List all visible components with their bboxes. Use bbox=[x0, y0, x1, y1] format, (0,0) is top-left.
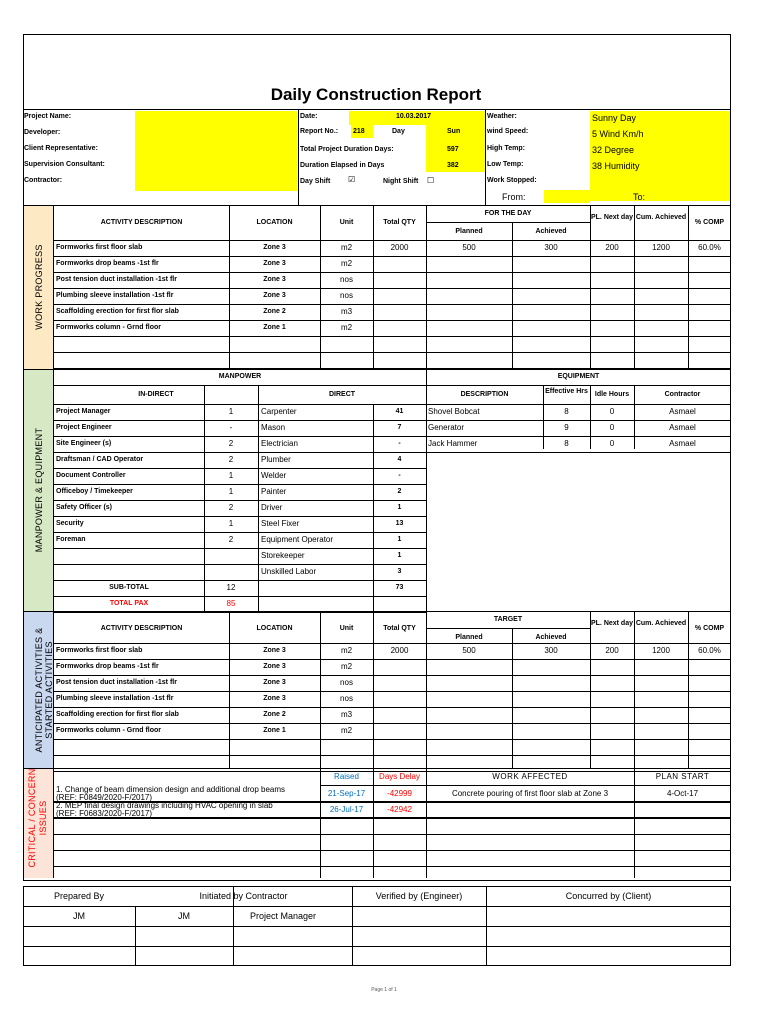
date-value: 10.03.2017 bbox=[396, 113, 432, 120]
indirect-role: Security bbox=[56, 520, 84, 527]
date-label: Date: bbox=[300, 113, 318, 120]
indirect-role: Site Engineer (s) bbox=[56, 440, 112, 447]
header-pl-next-day: PL. Next day bbox=[590, 620, 633, 627]
direct-role: Plumber bbox=[261, 455, 291, 464]
client-rep-label: Client Representative: bbox=[24, 145, 98, 152]
indirect-role: Project Manager bbox=[56, 408, 111, 415]
indirect-header: IN-DIRECT bbox=[138, 391, 174, 398]
activity-next-day: 200 bbox=[605, 243, 619, 252]
header-total-qty: Total QTY bbox=[383, 219, 416, 226]
header-activity: ACTIVITY DESCRIPTION bbox=[100, 625, 183, 632]
activity-planned: 500 bbox=[462, 646, 476, 655]
work-stopped-label: Work Stopped: bbox=[487, 177, 537, 184]
direct-count: 1 bbox=[397, 536, 402, 543]
elapsed-duration-label: Duration Elapsed in Days bbox=[300, 162, 385, 169]
direct-role: Unskilled Labor bbox=[261, 567, 317, 576]
total-duration-label: Total Project Duration Days: bbox=[300, 146, 394, 153]
activity-next-day: 200 bbox=[605, 646, 619, 655]
activity-unit: m2 bbox=[340, 243, 353, 252]
header-unit: Unit bbox=[339, 625, 354, 632]
prepared-by-label: Prepared By bbox=[53, 891, 105, 901]
issue-reference: (REF: F0849/2020-F/2017) bbox=[56, 793, 153, 802]
activity-unit: nos bbox=[340, 694, 353, 703]
activity-location: Zone 2 bbox=[263, 308, 286, 315]
equipment-description: Generator bbox=[428, 423, 465, 432]
subtotal-label: SUB-TOTAL bbox=[109, 584, 149, 591]
initiated-by-label: Initiated by Contractor bbox=[199, 891, 288, 901]
header-group: TARGET bbox=[493, 616, 523, 623]
raised-header: Raised bbox=[334, 772, 359, 781]
low-temp-value: 38 Humidity bbox=[592, 161, 640, 171]
direct-count: 41 bbox=[395, 408, 404, 415]
total-duration-value: 597 bbox=[447, 146, 459, 153]
work-affected-header: WORK AFFECTED bbox=[492, 772, 568, 781]
activity-description: Formworks column - Grnd floor bbox=[56, 727, 162, 734]
initiated-by-role: Project Manager bbox=[250, 911, 317, 921]
day-shift-checkbox[interactable]: ☑ bbox=[348, 175, 356, 184]
direct-count: 13 bbox=[395, 520, 404, 527]
activity-description: Plumbing sleeve installation -1st flr bbox=[56, 292, 174, 299]
from-label: From: bbox=[502, 192, 526, 202]
activity-pct-comp: 60.0% bbox=[698, 646, 721, 655]
header-total-qty: Total QTY bbox=[383, 625, 416, 632]
direct-role: Electrician bbox=[261, 439, 298, 448]
direct-count: - bbox=[398, 440, 401, 447]
equipment-description-header: DESCRIPTION bbox=[460, 391, 509, 398]
equipment-contractor: Asmael bbox=[669, 439, 696, 448]
activity-achieved: 300 bbox=[544, 646, 558, 655]
indirect-role: Officeboy / Timekeeper bbox=[56, 488, 133, 495]
plan-start-header: PLAN START bbox=[655, 772, 710, 781]
activity-unit: m2 bbox=[340, 259, 353, 268]
direct-role: Carpenter bbox=[261, 407, 297, 416]
header-pct-comp: % COMP bbox=[694, 219, 725, 226]
activity-unit: m2 bbox=[340, 646, 353, 655]
direct-count: - bbox=[398, 472, 401, 479]
indirect-role: Draftsman / CAD Operator bbox=[56, 456, 144, 463]
low-temp-label: Low Temp: bbox=[487, 161, 524, 168]
contractor-label: Contractor: bbox=[24, 177, 63, 184]
activity-location: Zone 3 bbox=[263, 260, 286, 267]
equipment-idle-hours: 0 bbox=[609, 439, 615, 448]
activity-location: Zone 3 bbox=[263, 679, 286, 686]
header-unit: Unit bbox=[339, 219, 354, 226]
day-label: Day bbox=[392, 128, 405, 135]
page-title: Daily Construction Report bbox=[270, 85, 482, 104]
indirect-role: Document Controller bbox=[56, 472, 126, 479]
total-pax-label: TOTAL PAX bbox=[109, 600, 149, 607]
elapsed-duration-value: 382 bbox=[447, 162, 459, 169]
work-progress-label: WORK PROGRESS bbox=[34, 244, 44, 330]
equipment-description: Shovel Bobcat bbox=[428, 407, 480, 416]
header-pct-comp: % COMP bbox=[694, 625, 725, 632]
day-value: Sun bbox=[447, 128, 461, 135]
issue-reference: (REF: F0683/2020-F/2017) bbox=[56, 809, 153, 818]
to-label: To: bbox=[633, 192, 646, 202]
activity-unit: m3 bbox=[340, 307, 353, 316]
activity-location: Zone 3 bbox=[263, 647, 286, 654]
verified-by-label: Verified by (Engineer) bbox=[375, 891, 463, 901]
equipment-header: EQUIPMENT bbox=[557, 373, 600, 380]
direct-count: 1 bbox=[397, 552, 402, 559]
equipment-contractor: Asmael bbox=[669, 407, 696, 416]
activity-unit: m3 bbox=[340, 710, 353, 719]
direct-role: Welder bbox=[261, 471, 287, 480]
header-activity: ACTIVITY DESCRIPTION bbox=[100, 219, 183, 226]
activity-location: Zone 3 bbox=[263, 292, 286, 299]
critical-label-1: CRITICAL / CONCERN bbox=[27, 768, 37, 868]
wind-speed-value: 5 Wind Km/h bbox=[592, 129, 644, 139]
activity-total-qty: 2000 bbox=[390, 243, 409, 252]
header-location: LOCATION bbox=[256, 219, 293, 226]
issue-raised-date: 21-Sep-17 bbox=[327, 789, 366, 798]
activity-cum-achieved: 1200 bbox=[652, 646, 670, 655]
activity-location: Zone 3 bbox=[263, 663, 286, 670]
activity-location: Zone 2 bbox=[263, 711, 286, 718]
indirect-count: 1 bbox=[228, 487, 234, 496]
direct-role: Storekeeper bbox=[261, 551, 305, 560]
indirect-role: Safety Officer (s) bbox=[56, 504, 113, 511]
header-planned: Planned bbox=[455, 634, 483, 641]
report-no-label: Report No.: bbox=[300, 128, 339, 135]
activity-location: Zone 3 bbox=[263, 695, 286, 702]
issue-description: 2. MEP final design drawings including HVAC opening in slab bbox=[56, 801, 273, 810]
activity-planned: 500 bbox=[462, 243, 476, 252]
indirect-count: 2 bbox=[228, 503, 234, 512]
activity-description: Formworks drop beams -1st flr bbox=[56, 260, 159, 267]
issue-raised-date: 26-Jul-17 bbox=[329, 805, 364, 814]
activity-description: Formworks first floor slab bbox=[56, 244, 143, 251]
weather-label: Weather: bbox=[487, 113, 517, 120]
direct-count: 1 bbox=[397, 504, 402, 511]
anticipated-label-2: STARTED ACTIVITIES bbox=[44, 641, 54, 739]
direct-role: Equipment Operator bbox=[261, 535, 334, 544]
activity-location: Zone 3 bbox=[263, 276, 286, 283]
equipment-effective-hrs: 8 bbox=[564, 439, 569, 448]
activity-unit: m2 bbox=[340, 323, 353, 332]
activity-unit: nos bbox=[340, 291, 353, 300]
direct-header: DIRECT bbox=[328, 391, 356, 398]
direct-role: Steel Fixer bbox=[261, 519, 300, 528]
subtotal-indirect: 12 bbox=[226, 583, 236, 592]
activity-unit: nos bbox=[340, 275, 353, 284]
activity-description: Formworks first floor slab bbox=[56, 647, 143, 654]
issue-description: 1. Change of beam dimension design and additional drop beams bbox=[56, 785, 286, 794]
indirect-role: Foreman bbox=[56, 536, 86, 543]
night-shift-checkbox[interactable]: ☐ bbox=[427, 176, 435, 185]
equipment-description: Jack Hammer bbox=[428, 439, 478, 448]
direct-role: Driver bbox=[261, 503, 283, 512]
indirect-count: - bbox=[229, 423, 233, 432]
developer-label: Developer: bbox=[24, 129, 61, 136]
activity-achieved: 300 bbox=[544, 243, 558, 252]
weather-value: Sunny Day bbox=[592, 113, 637, 123]
issue-days-delay: -42999 bbox=[387, 789, 412, 798]
indirect-count: 2 bbox=[228, 439, 234, 448]
direct-role: Painter bbox=[261, 487, 287, 496]
project-name-label: Project Name: bbox=[24, 113, 72, 120]
activity-unit: m2 bbox=[340, 662, 353, 671]
indirect-role: Project Engineer bbox=[56, 424, 112, 431]
activity-description: Plumbing sleeve installation -1st flr bbox=[56, 695, 174, 702]
activity-description: Scaffolding erection for first flor slab bbox=[56, 711, 179, 718]
total-pax-value: 85 bbox=[226, 599, 236, 608]
days-delay-header: Days Delay bbox=[379, 772, 420, 781]
issue-work-affected: Concrete pouring of first floor slab at Zone 3 bbox=[451, 789, 609, 798]
equipment-effective-hrs: 8 bbox=[564, 407, 569, 416]
activity-location: Zone 1 bbox=[263, 324, 286, 331]
initiated-by-name: JM bbox=[178, 911, 190, 921]
direct-count: 3 bbox=[397, 568, 402, 575]
activity-unit: m2 bbox=[340, 726, 353, 735]
activity-description: Post tension duct installation -1st flr bbox=[56, 679, 177, 686]
activity-unit: nos bbox=[340, 678, 353, 687]
report-no-value: 218 bbox=[353, 128, 365, 135]
high-temp-label: High Temp: bbox=[487, 145, 525, 152]
manpower-equipment-label: MANPOWER & EQUIPMENT bbox=[34, 427, 44, 553]
activity-description: Scaffolding erection for first flor slab bbox=[56, 308, 179, 315]
subtotal-direct: 73 bbox=[395, 584, 404, 591]
header-achieved: Achieved bbox=[535, 228, 567, 235]
equipment-contractor: Asmael bbox=[669, 423, 696, 432]
equipment-idle-hours: 0 bbox=[609, 407, 615, 416]
direct-count: 7 bbox=[397, 424, 402, 431]
night-shift-label: Night Shift bbox=[383, 178, 419, 185]
activity-total-qty: 2000 bbox=[390, 646, 409, 655]
direct-role: Mason bbox=[261, 423, 286, 432]
effective-hrs-header: Effective Hrs bbox=[545, 388, 588, 395]
issue-plan-start: 4-Oct-17 bbox=[666, 789, 699, 798]
equipment-idle-hours: 0 bbox=[609, 423, 615, 432]
manpower-header: MANPOWER bbox=[218, 373, 262, 380]
activity-description: Post tension duct installation -1st flr bbox=[56, 276, 177, 283]
indirect-count: 2 bbox=[228, 535, 234, 544]
high-temp-value: 32 Degree bbox=[592, 145, 635, 155]
anticipated-label-1: ANTICIPATED ACTIVITIES & bbox=[34, 627, 44, 753]
critical-label-2: ISSUES bbox=[38, 800, 48, 836]
activity-location: Zone 3 bbox=[263, 244, 286, 251]
activity-description: Formworks column - Grnd floor bbox=[56, 324, 162, 331]
indirect-count: 1 bbox=[228, 519, 234, 528]
direct-count: 2 bbox=[397, 488, 402, 495]
contractor-header: Contractor bbox=[664, 391, 701, 398]
activity-cum-achieved: 1200 bbox=[652, 243, 670, 252]
concurred-by-label: Concurred by (Client) bbox=[565, 891, 652, 901]
indirect-count: 2 bbox=[228, 455, 234, 464]
idle-hours-header: Idle Hours bbox=[594, 391, 630, 398]
activity-description: Formworks drop beams -1st flr bbox=[56, 663, 159, 670]
supervision-label: Supervision Consultant: bbox=[24, 161, 105, 168]
equipment-effective-hrs: 9 bbox=[564, 423, 569, 432]
page-footer: Page 1 of 1 bbox=[371, 987, 397, 993]
header-location: LOCATION bbox=[256, 625, 293, 632]
indirect-count: 1 bbox=[228, 471, 234, 480]
header-cum-achieved: Cum. Achieved bbox=[635, 214, 687, 221]
indirect-count: 1 bbox=[228, 407, 234, 416]
header-cum-achieved: Cum. Achieved bbox=[635, 620, 687, 627]
header-group: FOR THE DAY bbox=[484, 210, 532, 217]
day-shift-label: Day Shift bbox=[300, 178, 331, 185]
activity-location: Zone 1 bbox=[263, 727, 286, 734]
issue-days-delay: -42942 bbox=[387, 805, 412, 814]
header-pl-next-day: PL. Next day bbox=[590, 214, 633, 221]
header-planned: Planned bbox=[455, 228, 483, 235]
prepared-by-name: JM bbox=[73, 911, 85, 921]
header-achieved: Achieved bbox=[535, 634, 567, 641]
activity-pct-comp: 60.0% bbox=[698, 243, 721, 252]
direct-count: 4 bbox=[397, 456, 402, 463]
wind-speed-label: wind Speed: bbox=[487, 128, 529, 135]
